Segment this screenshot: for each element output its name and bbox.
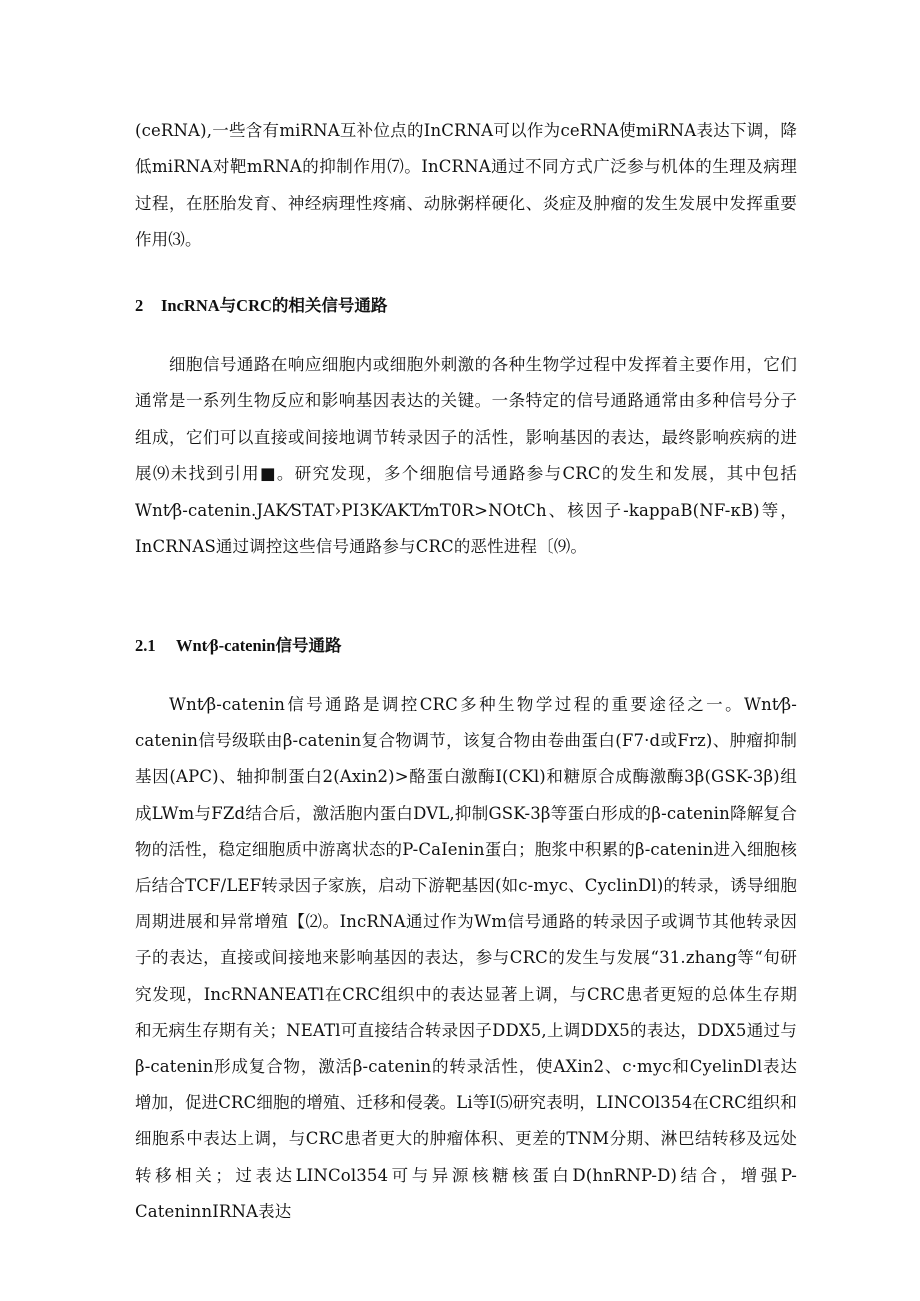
paragraph-wnt-catenin: Wnt⁄β-catenin信号通路是调控CRC多种生物学过程的重要途径之一。Wnt⁄β-catenin信号级联由β-catenin复合物调节，该复合物由卷曲蛋白(F7·d或Frz)、肿瘤抑制基因(APC)、轴抑制蛋白2(Axin2)>酪蛋白激酶I(CKl)和糖原合成酶激酶3β(GSK-3β)组成LWm与FZd结合后，激活胞内蛋白DVL,抑制GSK-3β等蛋白形成的β-catenin降解复合物的活性，稳定细胞质中游离状态的P-CaIenin蛋白；胞浆中积累的β-catenin进入细胞核后结合TCF/LEF转录因子家族，启动下游靶基因(如c-myc、CyclinDl)的转录，诱导细胞周期进展和异常增殖【⑵。IncRNA通过作为Wm信号通路的转录因子或调节其他转录因子的表达，直接或间接地来影响基因的表达，参与CRC的发生与发展“31.zhang等“旬研究发现，IncRNANEATl在CRC组织中的表达显著上调，与CRC患者更短的总体生存期和无病生存期有关；NEATl可直接结合转录因子DDX5,上调DDX5的表达，DDX5通过与β-catenin形成复合物，激活β-catenin的转录活性，使AXin2、c·myc和CyelinDl表达增加，促进CRC细胞的增殖、迁移和侵袭。Li等I⑸研究表明，LINCOl354在CRC组织和细胞系中表达上调，与CRC患者更大的肿瘤体积、更差的TNM分期、淋巴结转移及远处转移相关；过表达LINCol354可与异源核糖核蛋白D(hnRNP-D)结合，增强P-CateninnIRNA表达 [135, 695, 797, 1221]
section-2-title: IncRNA与CRC的相关信号通路 [161, 296, 388, 315]
section-2-1-title: Wnt⁄β-catenin信号通路 [176, 636, 342, 655]
section-2-1-heading [135, 634, 341, 658]
section-2-number: 2 [135, 296, 144, 315]
paragraph-signal-pathways: 细胞信号通路在响应细胞内或细胞外刺激的各种生物学过程中发挥着主要作用，它们通常是一系列生物反应和影响基因表达的关键。一条特定的信号通路通常由多种信号分子组成，它们可以直接或间接地调节转录因子的活性，影响基因的表达，最终影响疾病的进展⑼未找到引用■。研究发现，多个细胞信号通路参与CRC的发生和发展，其中包括Wnt⁄β-catenin.JAK⁄STAT›PI3K⁄AKT⁄mT0R>NOtCh、核因子-kappaB(NF-κB)等，InCRNAS通过调控这些信号通路参与CRC的恶性进程〔⑼。 [135, 355, 797, 557]
section-2-heading [135, 294, 387, 318]
section-2-1-number: 2.1 [135, 636, 156, 655]
paragraph-ceRNA-intro: (ceRNA),一些含有miRNA互补位点的InCRNA可以作为ceRNA使miRNA表达下调，降低miRNA对靶mRNA的抑制作用⑺。InCRNA通过不同方式广泛参与机体的生理及病理过程，在胚胎发育、神经病理性疼痛、动脉粥样硬化、炎症及肿瘤的发生发展中发挥重要作用⑶。 [135, 121, 797, 250]
